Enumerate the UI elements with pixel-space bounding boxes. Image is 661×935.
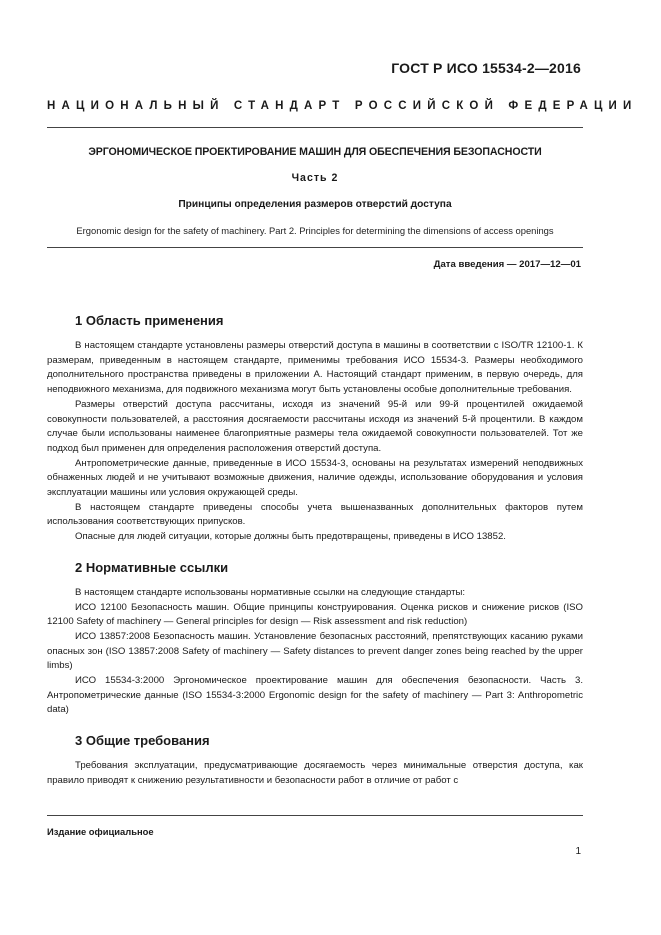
title-divider	[47, 247, 583, 248]
section-heading: 2 Нормативные ссылки	[75, 559, 229, 575]
reference-item: ИСО 13857:2008 Безопасность машин. Установление безопасных расстояний, препятствующих касанию руками опасных зон (ISO 13857:2008 Safety of machinery — Safety distances to prevent danger zones being reached by the upper limbs)	[47, 630, 583, 672]
standard-code: ГОСТ Р ИСО 15534-2—2016	[391, 60, 581, 76]
document-body	[47, 312, 583, 789]
reference-item: ИСО 15534-3:2000 Эргономическое проектирование машин для обеспечения безопасности. Часть 3. Антропометрические данные (ISO 15534-3:2000 Ergonomic design for the safety of machinery — Part 3: Anthropometric data)	[47, 675, 583, 716]
header-divider	[47, 127, 583, 128]
section-heading: 1 Область применения	[75, 313, 224, 328]
page-number: 1	[575, 846, 581, 857]
english-title: Ergonomic design for the safety of machinery. Part 2. Principles for determining the dimensions of access openings	[76, 225, 554, 236]
reference-item: ИСО 12100 Безопасность машин. Общие принципы конструирования. Оценка рисков и снижение рисков (ISO 12100 Safety of machinery — General principles for design — Risk assessment and risk reduction)	[47, 601, 583, 628]
section-heading: 3 Общие требования	[75, 733, 210, 749]
paragraph: Требования эксплуатации, предусматривающие досягаемость через минимальные отверстия доступа, как правило приводят к снижению результативности и безопасности работ в отличие от работ с	[47, 760, 583, 786]
section-general-requirements	[47, 732, 583, 788]
part-label: Часть 2	[291, 172, 339, 184]
section-scope	[47, 312, 583, 545]
section-normative-references	[47, 559, 583, 718]
official-edition-label: Издание официальное	[47, 826, 154, 837]
document-subtitle: Принципы определения размеров отверстий доступа	[178, 199, 452, 210]
paragraph: В настоящем стандарте установлены размеры отверстий доступа в машины в соответствии с ISO/TR 12100-1. К размерам, приведенным в настоящем стандарте, применимы требования ИСО 15534-3. Размеры необходимого дополнительного пространства приведены в приложении А. Настоящий стандарт применим, в первую очередь, для неподвижного механизма, для подвижного механизма могут быть установлены особые дополнительные требования.	[47, 340, 583, 396]
document-title: ЭРГОНОМИЧЕСКОЕ ПРОЕКТИРОВАНИЕ МАШИН ДЛЯ ОБЕСПЕЧЕНИЯ БЕЗОПАСНОСТИ	[88, 146, 542, 158]
paragraph: В настоящем стандарте приведены способы учета вышеназванных дополнительных факторов путем использования соответствующих припусков.	[47, 501, 583, 528]
national-standard-heading: НАЦИОНАЛЬНЫЙ СТАНДАРТ РОССИЙСКОЙ ФЕДЕРАЦИИ	[47, 100, 638, 112]
footer-divider	[47, 815, 583, 816]
paragraph: Опасные для людей ситуации, которые должны быть предотвращены, приведены в ИСО 13852.	[75, 531, 506, 543]
paragraph: Размеры отверстий доступа рассчитаны, исходя из значений 95-й или 99-й процентилей ожидаемой совокупности пользователей, а расстояния досягаемости рассчитаны исходя из значений 5-й процентили. В каждом случае были использованы наименее благоприятные размеры тела ожидаемой совокупности пользователей. Тот же подход был применен для определения расположения отверстий доступа.	[47, 398, 583, 454]
introduction-date: Дата введения — 2017—12—01	[433, 259, 581, 270]
paragraph: Антропометрические данные, приведенные в ИСО 15534-3, основаны на результатах измерений неподвижных обнаженных людей и не учитывают возможные движения, наличие одежды, использование оборудования и условия эксплуатации машины или условия окружающей среды.	[47, 457, 583, 499]
paragraph: В настоящем стандарте использованы нормативные ссылки на следующие стандарты:	[75, 586, 466, 598]
